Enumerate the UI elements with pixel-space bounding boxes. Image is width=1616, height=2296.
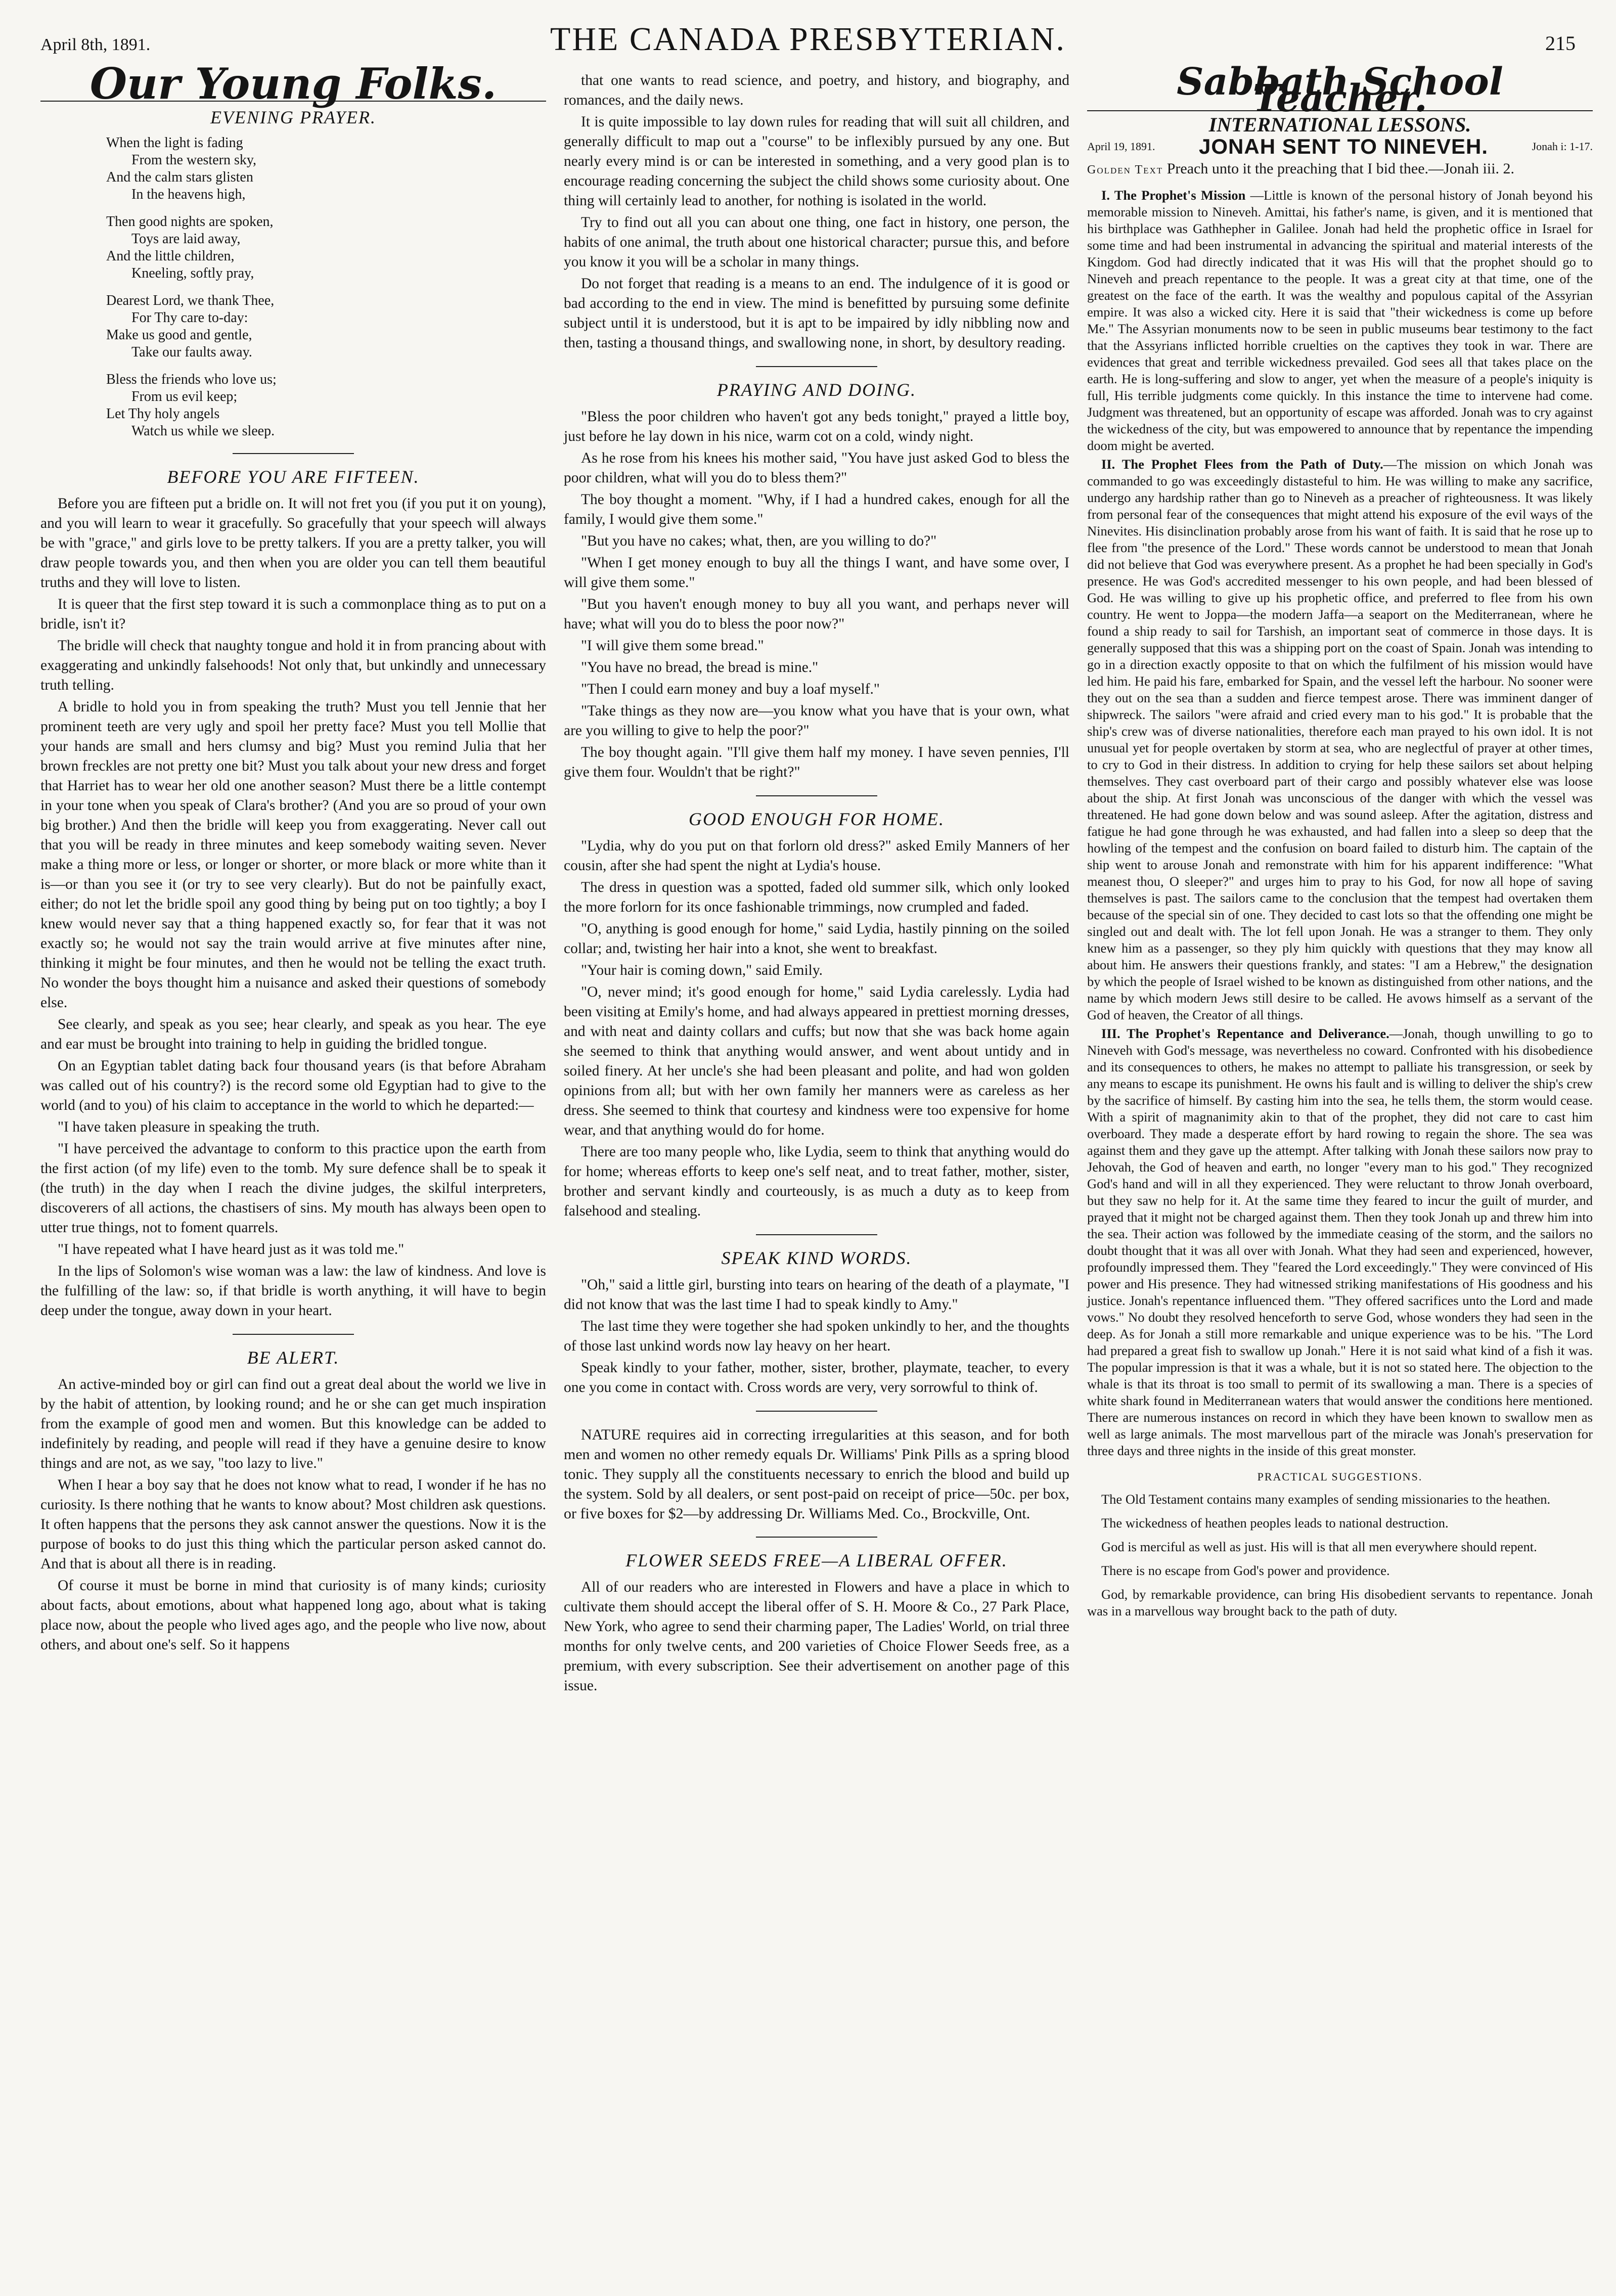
poem-line: For Thy care to-day:	[131, 310, 248, 326]
page-number: 215	[1545, 32, 1576, 55]
part-heading: III. The Prophet's Repentance and Deliverance.	[1101, 1026, 1389, 1041]
article-body	[564, 71, 1069, 353]
paragraph: "You have no bread, the bread is mine."	[581, 659, 819, 676]
paragraph: It is quite impossible to lay down rules for reading that will suit all children, and generally difficult to map out a "course" to be inflexibly pursued by any one. But nearly every mind is or can be interested in something, and a very good plan is to encourage reading concerning the subject the child shows some curiosity about. One thing will certainly lead to another, for nothing is isolated in the world.	[564, 114, 1069, 209]
divider	[756, 795, 877, 796]
lesson-title: JONAH SENT TO NINEVEH.	[1199, 134, 1489, 158]
issue-date: April 8th, 1891.	[40, 35, 151, 54]
divider	[756, 1537, 877, 1538]
poem-line: When the light is fading	[106, 135, 243, 151]
paragraph: The wickedness of heathen peoples leads to national destruction.	[1101, 1515, 1449, 1530]
flower-seeds-offer: All of our readers who are interested in Flowers and have a place in which to cultivate them should accept the liberal offer of S. H. Moore & Co., 27 Park Place, New York, who agree to send their charming paper, The Ladies' World, on trial three months for only twelve cents, and 200 varieties of Choice Flower Seeds free, as a premium, with every subscription. See their advertisement on another page of this issue.	[564, 1579, 1069, 1694]
column-1	[40, 59, 546, 1657]
paragraph: An active-minded boy or girl can find out a great deal about the world we live in by the habit of attention, by looking round; and he or she can get much inspiration from the example of good men and women. But this knowledge can be added to indefinitely by reading, and people will read if they have a genuine desire to know things and are not, as we say, "too lazy to live."	[40, 1376, 546, 1471]
poem-line: Toys are laid away,	[131, 231, 241, 247]
divider	[756, 1411, 877, 1412]
suggestions-title: PRACTICAL SUGGESTIONS.	[1257, 1470, 1423, 1483]
paragraph: See clearly, and speak as you see; hear clearly, and speak as you hear. The eye and ear must be brought into training to help in guiding the bridled tongue.	[40, 1016, 546, 1052]
poem-line: From us evil keep;	[131, 389, 238, 404]
poem-line: Make us good and gentle,	[106, 327, 252, 343]
paragraph: "Bless the poor children who haven't got any beds tonight," prayed a little boy, just before he lay down in his nice, warm cot on a cold, windy night.	[564, 409, 1069, 444]
paragraph: In the lips of Solomon's wise woman was a law: the law of kindness. And love is the fulfilling of the law: so, if that bridle is worth anything, it will have to begin deep under the tongue, away down in your heart.	[40, 1263, 546, 1319]
paragraph: The Old Testament contains many examples of sending missionaries to the heathen.	[1101, 1492, 1551, 1507]
paragraph: There is no escape from God's power and providence.	[1101, 1563, 1390, 1578]
paragraph: "O, never mind; it's good enough for home," said Lydia carelessly. Lydia had been visiting at Emily's home, and had always appeared in prettiest morning dresses, and with neat and dainty collars and cuffs; but now that she was back home again she seemed to think that anything would answer, and went about untidy and in soiled finery. At her uncle's she had been pleasant and polite, and had won golden opinions from all; but with her own family her manners were as careless as her dress. She seemed to think that courtesy and kindness were too expensive for home wear, and that anything would do for home.	[564, 984, 1069, 1138]
golden-text-body: Preach unto it the preaching that I bid thee.—Jonah iii. 2.	[1166, 160, 1515, 177]
golden-text	[1087, 160, 1593, 179]
poem-line: Watch us while we sleep.	[131, 423, 275, 439]
divider	[233, 1334, 354, 1335]
divider	[756, 1234, 877, 1235]
paragraph: that one wants to read science, and poetry, and history, and biography, and romances, and the daily news.	[564, 72, 1069, 108]
lesson-part-2	[1087, 456, 1593, 1023]
paragraph: "I have repeated what I have heard just as it was told me."	[58, 1241, 405, 1257]
paragraph: A bridle to hold you in from speaking the truth? Must you tell Jennie that her prominent teeth are very ugly and spoil her pretty face? Must you tell Mollie that your hands are small and hers clumsy and big? Must you remind Julia that her brown freckles are not pretty one bit? Must you talk about your new dress and forget that Harriet has to wear her old one another season? Must there be a little contempt in your tone when you speak of Clara's brother? (And you are so proud of your own big brother.) And then the bridle will keep you from exaggerating. Never call out that you will be ready in three minutes and keep somebody waiting seven. Never make a thing more or less, or longer or shorter, or more black or more white than it is—or than you see it (or try to see very clearly). But do not be painfully exact, either; do not let the bridle spoil any good thing by being put on too tightly; a boy I knew would never say that a thing happened exactly so, for fear that it was not exactly so; he would not say the train would arrive at five minutes after nine, thinking it might be four minutes, and then he would not be telling the exact truth. No wonder the boys thought him a nuisance and asked their questions of somebody else.	[40, 699, 546, 1011]
article-body	[564, 407, 1069, 782]
poem-line: In the heavens high,	[131, 187, 246, 202]
paragraph: Before you are fifteen put a bridle on. It will not fret you (if you put it on young), and you will learn to wear it gracefully. So gracefully that your speech will always be with "grace," and girls love to be pretty talkers. If you are a pretty talker, you will draw people towards you, and then when you are older you can tell them beautiful truths and they will love to listen.	[40, 496, 546, 591]
paragraph: It is queer that the first step toward it is such a commonplace thing as to put on a bridle, isn't it?	[40, 596, 546, 632]
paragraph: "I have perceived the advantage to conform to this practice upon the earth from the first action (of my life) even to the tomb. My sure defence shall be to speak it (the truth) in the day when I reach the divine judges, the skilful interpreters, discoverers of all actions, the chastisers of sins. My mouth has always been open to utter true things, not to foment quarrels.	[40, 1141, 546, 1236]
article-body	[564, 1275, 1069, 1398]
paragraph: "O, anything is good enough for home," said Lydia, hastily pinning on the soiled collar; and, twisting her hair into a knot, she went to breakfast.	[564, 921, 1069, 957]
golden-text-label: Golden Text	[1087, 163, 1163, 176]
lesson-reference: Jonah i: 1-17.	[1532, 140, 1593, 153]
paragraph: The last time they were together she had spoken unkindly to her, and the thoughts of those last unkind words now lay heavy on her heart.	[564, 1318, 1069, 1354]
suggestions-list	[1087, 1491, 1593, 1619]
paragraph: On an Egyptian tablet dating back four thousand years (is that before Abraham was called out of his country?) is the record some old Egyptian had to give to the world (and to you) of his claim to acceptance in the world to which he departed:—	[40, 1058, 546, 1113]
newspaper-title: THE CANADA PRESBYTERIAN.	[550, 21, 1066, 58]
article-title: BEFORE YOU ARE FIFTEEN.	[167, 467, 420, 487]
paragraph: "But you haven't enough money to buy all you want, and perhaps never will have; what will you do to bless the poor now?"	[564, 596, 1069, 632]
paragraph: "I have taken pleasure in speaking the truth.	[58, 1119, 320, 1135]
poem-line: Take our faults away.	[131, 344, 252, 360]
paragraph: Speak kindly to your father, mother, sister, brother, playmate, teacher, to every one you come in contact with. Cross words are very, very sorrowful to think of.	[564, 1360, 1069, 1395]
paragraph: There are too many people who, like Lydia, seem to think that anything would do for home; whereas efforts to keep one's self neat, and to treat father, mother, sister, brother and servant kindly and courteously, is as much a duty as to keep from falsehood and stealing.	[564, 1144, 1069, 1219]
poem-stanza	[106, 292, 546, 361]
lesson-date: April 19, 1891.	[1087, 140, 1155, 153]
column-3	[1087, 60, 1593, 1627]
paragraph: The boy thought again. "I'll give them half my money. I have seven pennies, I'll give them four. Wouldn't that be right?"	[564, 744, 1069, 780]
paragraph: Do not forget that reading is a means to an end. The indulgence of it is good or bad according to the end in view. The mind is benefitted by pursuing some definite subject until it is understood, but it is apt to be impaired by idly nibbling now and then, tasting a thousand things, and swallowing none, in short, by desultory reading.	[564, 276, 1069, 351]
advertisement-pink-pills: NATURE requires aid in correcting irregularities at this season, and for both men and women no other remedy equals Dr. Williams' Pink Pills as a spring blood tonic. They supply all the constituents necessary to enrich the blood and build up the system. Sold by all dealers, or sent post-paid on receipt of price—50c. per box, or five boxes for $2—by addressing Dr. Williams Med. Co., Brockville, Ont.	[564, 1426, 1069, 1522]
paragraph: God is merciful as well as just. His will is that all men everywhere should repent.	[1101, 1539, 1537, 1554]
lesson-part-1	[1087, 187, 1593, 454]
paragraph: When I hear a boy say that he does not know what to read, I wonder if he has no curiosity. Is there nothing that he wants to know about? Most children ask questions. It often happens that the persons they ask cannot answer the questions. Now it is the purpose of books to do just this thing which the particular person asked cannot do. And that is about all there is in reading.	[40, 1477, 546, 1572]
lesson-part-3	[1087, 1025, 1593, 1459]
poem-line: Dearest Lord, we thank Thee,	[106, 293, 275, 308]
article-body	[40, 494, 546, 1321]
paragraph: "Take things as they now are—you know what you have that is your own, what are you willing to give to help the poor?"	[564, 703, 1069, 739]
poem-line: Let Thy holy angels	[106, 406, 220, 422]
paragraph: Of course it must be borne in mind that curiosity is of many kinds; curiosity about facts, about emotions, about what happened long ago, about what is taking place now, about the people who lived ages ago, and the people who live now, about others, and about one's self. So it happens	[40, 1578, 546, 1653]
poem	[106, 134, 546, 440]
poem-stanza	[106, 213, 546, 282]
article-title: BE ALERT.	[247, 1347, 340, 1368]
part-body: —Little is known of the personal history of Jonah beyond his memorable mission to Nineveh. Amittai, his father's name, is given, and it is mentioned that his birthplace was Gathhepher in Galilee. Jonah had held the prophetic office in Israel for some time and had been instrumental in advancing the spiritual and material interests of the Kingdom. God had directly indicated that it was His will that the prophet should go to Nineveh and preach repentance to the people. It was a great city at that time, one of the greatest on the face of the earth. It was the wealthy and populous capital of the Assyrian empire. It was also a wicked city. Here it is said that "their wickedness is come up before Me." The Assyrian monuments now to be seen in public museums bear testimony to the fact that the Assyrians inflicted horrible cruelties on the captives they took in war. There are evidences that great and terrible wickedness prevailed. God sees all that takes place on the earth. He is long-suffering and slow to anger, yet when the measure of a people's iniquity is full, His terrible judgments come quickly. In this instance the time to intervene had come. Judgment was threatened, but an opportunity of escape was afforded. Jonah was to cry against the wickedness of the city, but was empowered to announce that by repentance the impending doom might be averted.	[1087, 188, 1593, 453]
section-heading-sabbath-school: Sabbath School Teacher.	[1177, 60, 1503, 120]
paragraph: "Oh," said a little girl, bursting into tears on hearing of the death of a playmate, "I did not know that was the last time I had to speak kindly to Amy."	[564, 1277, 1069, 1313]
poem-line: And the little children,	[106, 248, 235, 264]
article-body	[40, 1375, 546, 1655]
paragraph: The dress in question was a spotted, faded old summer silk, which only looked the more forlorn for its once fashionable trimmings, now crumpled and faded.	[564, 879, 1069, 915]
part-heading: II. The Prophet Flees from the Path of Duty.	[1101, 457, 1383, 472]
paragraph: "Lydia, why do you put on that forlorn old dress?" asked Emily Manners of her cousin, after she had spent the night at Lydia's house.	[564, 838, 1069, 874]
column-2	[564, 71, 1069, 1698]
lesson-header	[1087, 134, 1593, 158]
poem-line: From the western sky,	[131, 152, 257, 168]
paragraph: "When I get money enough to buy all the things I want, and have some over, I will give them some."	[564, 555, 1069, 591]
paragraph: "Then I could earn money and buy a loaf myself."	[581, 681, 880, 697]
section-heading-young-folks: Our Young Folks.	[89, 59, 497, 109]
part-heading: I. The Prophet's Mission	[1101, 188, 1246, 203]
international-lessons-title: INTERNATIONAL LESSONS.	[1208, 113, 1471, 136]
paragraph: "I will give them some bread."	[581, 638, 764, 654]
article-title: FLOWER SEEDS FREE—A LIBERAL OFFER.	[625, 1550, 1008, 1570]
paragraph: "Your hair is coming down," said Emily.	[581, 962, 823, 978]
paragraph: The bridle will check that naughty tongue and hold it in from prancing about with exaggerating and unkindly falsehoods! Not only that, but unkindly and unnecessary truth telling.	[40, 638, 546, 693]
part-body: —The mission on which Jonah was commanded to go was exceedingly distasteful to him. He was willing to make any sacrifice, undergo any hardship rather than go to Nineveh as a preacher of righteousness. It was likely from personal fear of the consequences that might attend his exposure of the evil ways of the Ninevites. His disinclination probably arose from his want of faith. It is said that he rose up to flee from "the presence of the Lord." These words cannot be understood to mean that Jonah did not believe that God was everywhere present. As a prophet he had been specially in God's presence. He was God's accredited messenger to his own people, and had been blessed of God. He was willing to give up his prophetic office, and preferred to flee from his own country. He went to Joppa—the modern Jaffa—a seaport on the Mediterranean, where he found a ship ready to sail for Tarshish, an important seat of commerce in those days. It is generally supposed that this was a shipping port on the coast of Spain. Jonah was intending to go in a direction exactly opposite to that on which the fulfilment of his mission would have led him. He paid his fare, embarked for Spain, and the vessel left the harbour. No sooner were they out on the sea than a sudden and fierce tempest arose. There was imminent danger of shipwreck. The sailors "were afraid and cried every man to his god." It is probable that the ship's crew was of diverse nationalities, therefore each man prayed to his own idol. It is not unusual yet for people overtaken by storm at sea, who are neglectful of prayer at other times, to cry to God in their distress. In addition to crying for help these sailors set about helping themselves. They cast overboard part of their cargo and possibly whatever else was loose about the ship. At first Jonah was unconscious of the danger with which the vessel was threatened. He had gone down below and was sound asleep. After the agitation, distress and fatigue he had gone through he was exhausted, and had fallen into a sleep so deep that the howling of the tempest and the confusion on board failed to disturb him. The captain of the ship went to arouse Jonah and remonstrate with him for his apparent indifference: "What meanest thou, O sleeper?" and urges him to pray to his God, for now all hope of saving themselves is past. The sailors came to the conclusion that the tempest had overtaken them because of the special sin of one. They decided to cast lots so that the offending one might be singled out and dealt with. The lot fell upon Jonah. He was a stranger to them. They only knew him as a passenger, so they ply him quickly with questions that they may know all about him. He answers their questions frankly, and states: "I am a Hebrew," the designation by which the people of Israel wished to be known as distinguished from other nations, and the name by which modern Jews still desire to be called. He avows himself as a servant of the God of heaven, the Creator of all things.	[1087, 457, 1593, 1022]
part-body: —Jonah, though unwilling to go to Nineveh with God's message, was nevertheless no coward. Confronted with his disobedience and its consequences to others, he makes no attempt to palliate his transgression, or seek by any means to escape its punishment. He owns his fault and is willing to deliver the ship's crew by the sacrifice of himself. By casting him into the sea, he tells them, the storm would cease. With a spirit of magnanimity akin to that of the prophet, they did not care to cast him overboard. They made a desperate effort by hard rowing to regain the shore. The sea was against them and they gave up the attempt. After talking with Jonah these sailors now pray to Jehovah, the God of heaven and earth, no longer "every man to his god." They recognized God's hand and will in all they experienced. They were reluctant to throw Jonah overboard, but they saw no help for it. At the same time they feared to incur the guilt of murder, and prayed that it might not be charged against them. Then they took Jonah up and threw him into the sea. Their action was followed by the immediate ceasing of the storm, and the sailors no doubt thought that it was all over with Jonah. What they had seen and experienced, however, profoundly impressed them. They "feared the Lord exceedingly." They were convinced of His power and His presence. They had witnessed striking manifestations of His goodness and his justice. Jonah's repentance influenced them. "They offered sacrifices unto the Lord and made vows." No doubt they resolved henceforth to serve God, whose wonders they had seen in the deep. As for Jonah a still more remarkable and unique experience was to be his. "The Lord had prepared a great fish to swallow up Jonah." Here it is not said what kind of a fish it was. The popular impression is that it was a whale, but it is not so stated here. The objection to the whale is that its throat is too small to permit of its swallowing a man. There is a species of white shark found in Mediterranean waters that would answer the conditions here mentioned. There are numerous instances on record in which they have been known to swallow men as well as large animals. The most marvellous part of the miracle was Jonah's preservation for three days and three nights in the inside of this great monster.	[1087, 1026, 1593, 1458]
divider	[233, 453, 354, 454]
paragraph: As he rose from his knees his mother said, "You have just asked God to bless the poor children, what will you do to bless them?"	[564, 450, 1069, 486]
article-body	[564, 836, 1069, 1221]
article-title: GOOD ENOUGH FOR HOME.	[689, 809, 945, 829]
poem-stanza	[106, 371, 546, 440]
paragraph: God, by remarkable providence, can bring His disobedient servants to repentance. Jonah was in a marvellous way brought back to the path of duty.	[1087, 1587, 1593, 1618]
paragraph: "But you have no cakes; what, then, are you willing to do?"	[581, 533, 937, 549]
article-title: SPEAK KIND WORDS.	[721, 1248, 912, 1268]
poem-line: Then good nights are spoken,	[106, 214, 274, 230]
paragraph: The boy thought a moment. "Why, if I had a hundred cakes, enough for all the family, I would give them some."	[564, 491, 1069, 527]
paragraph: Try to find out all you can about one thing, one fact in history, one person, the habits of one animal, the truth about one historical character; pursue this, and before you know it you will be a scholar in many things.	[564, 214, 1069, 270]
poem-stanza	[106, 134, 546, 203]
article-title: PRAYING AND DOING.	[716, 380, 917, 400]
poem-line: Bless the friends who love us;	[106, 372, 277, 387]
poem-line: And the calm stars glisten	[106, 169, 253, 185]
divider	[756, 366, 877, 367]
poem-title: EVENING PRAYER.	[210, 107, 376, 127]
poem-line: Kneeling, softly pray,	[131, 265, 254, 281]
